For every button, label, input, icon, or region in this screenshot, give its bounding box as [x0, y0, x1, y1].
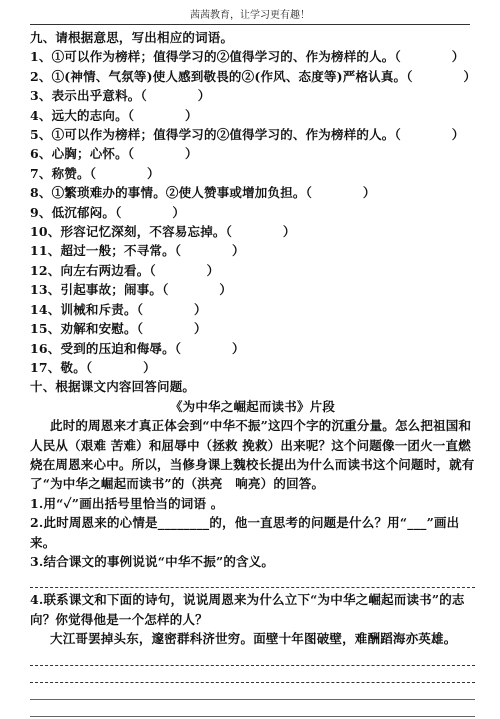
s9-item-3: 3、表示出乎意料。（ ）	[30, 88, 211, 104]
answer-line[interactable]	[30, 703, 475, 717]
answer-line[interactable]	[30, 574, 475, 588]
question-3: 3.结合课文的事例说说“中华不振”的含义。	[30, 553, 275, 569]
s9-item-13: 13、引起事故；闹事。（ ）	[30, 282, 233, 298]
s9-item-9: 9、低沉郁闷。（ ）	[30, 204, 186, 220]
answer-line[interactable]	[30, 669, 475, 683]
s9-item-2: 2、①(神情、气氛等)使人感到敬畏的②(作风、态度等)严格认真。（ ）	[30, 68, 477, 84]
question-2: 2.此时周恩来的心情是________的，他一直思考的问题是什么？用“___”画出来。	[30, 515, 460, 550]
s9-item-4: 4、远大的志向。（ ）	[30, 107, 198, 123]
section9-title: 九、请根据意思，写出相应的词语。	[30, 30, 234, 45]
s9-item-12: 12、向左右两边看。（ ）	[30, 262, 220, 278]
question-1: 1.用“✓”画出括号里恰当的词语 。	[30, 495, 224, 511]
s9-item-15: 15、劝解和安慰。（ ）	[30, 321, 207, 337]
answer-line[interactable]	[30, 652, 475, 666]
s9-item-1: 1、①可以作为榜样；值得学习的②值得学习的、作为榜样的人。（ ）	[30, 49, 465, 65]
s9-item-14: 14、训械和斥责。（ ）	[30, 301, 207, 317]
header-divider	[30, 24, 470, 25]
question-4: 4.联系课文和下面的诗句，说说周恩来为什么立下“为中华之崛起而读书”的志向？你觉得他是一个怎样的人？	[30, 592, 465, 627]
s9-item-6: 6、心胸；心怀。（ ）	[30, 146, 198, 162]
answer-line[interactable]	[30, 686, 475, 700]
s9-item-16: 16、受到的压迫和侮辱。（ ）	[30, 340, 245, 356]
worksheet-body	[30, 28, 475, 719]
s9-item-7: 7、称赞。（ ）	[30, 165, 160, 181]
passage-title: 《为中华之崛起而读书》片段	[169, 398, 336, 414]
page-header: 茜茜教育，让学习更有趣！	[190, 10, 310, 21]
s9-item-11: 11、超过一般；不寻常。（ ）	[30, 243, 245, 259]
s9-item-10: 10、形容记忆深刻，不容易忘掉。（ ）	[30, 224, 296, 240]
s9-item-17: 17、敬。（ ）	[30, 359, 156, 375]
s9-item-5: 5、①可以作为榜样；值得学习的②值得学习的、作为榜样的人。（ ）	[30, 127, 465, 143]
section10-title: 十、根据课文内容回答问题。	[30, 379, 196, 395]
poem-text: 大江哥罢掉头东，邃密群科济世穷。面壁十年图破壁，难酬蹈海亦英雄。	[50, 631, 457, 647]
passage-text: 此时的周恩来才真正体会到“中华不振”这四个字的沉重分量。怎么把祖国和人民从（艰难 苦难）和屈辱中（拯救 挽救）出来呢？这个问题像一团火一直燃烧在周恩来心中。所以，当修身课上魏校长提出为什么而读书这个问题时，就有了“为中华之崛起而读书”的（洪亮 响亮）的回答。	[30, 418, 475, 492]
s9-item-8: 8、①繁琐难办的事情。②使人赞事或增加负担。（ ）	[30, 185, 376, 201]
